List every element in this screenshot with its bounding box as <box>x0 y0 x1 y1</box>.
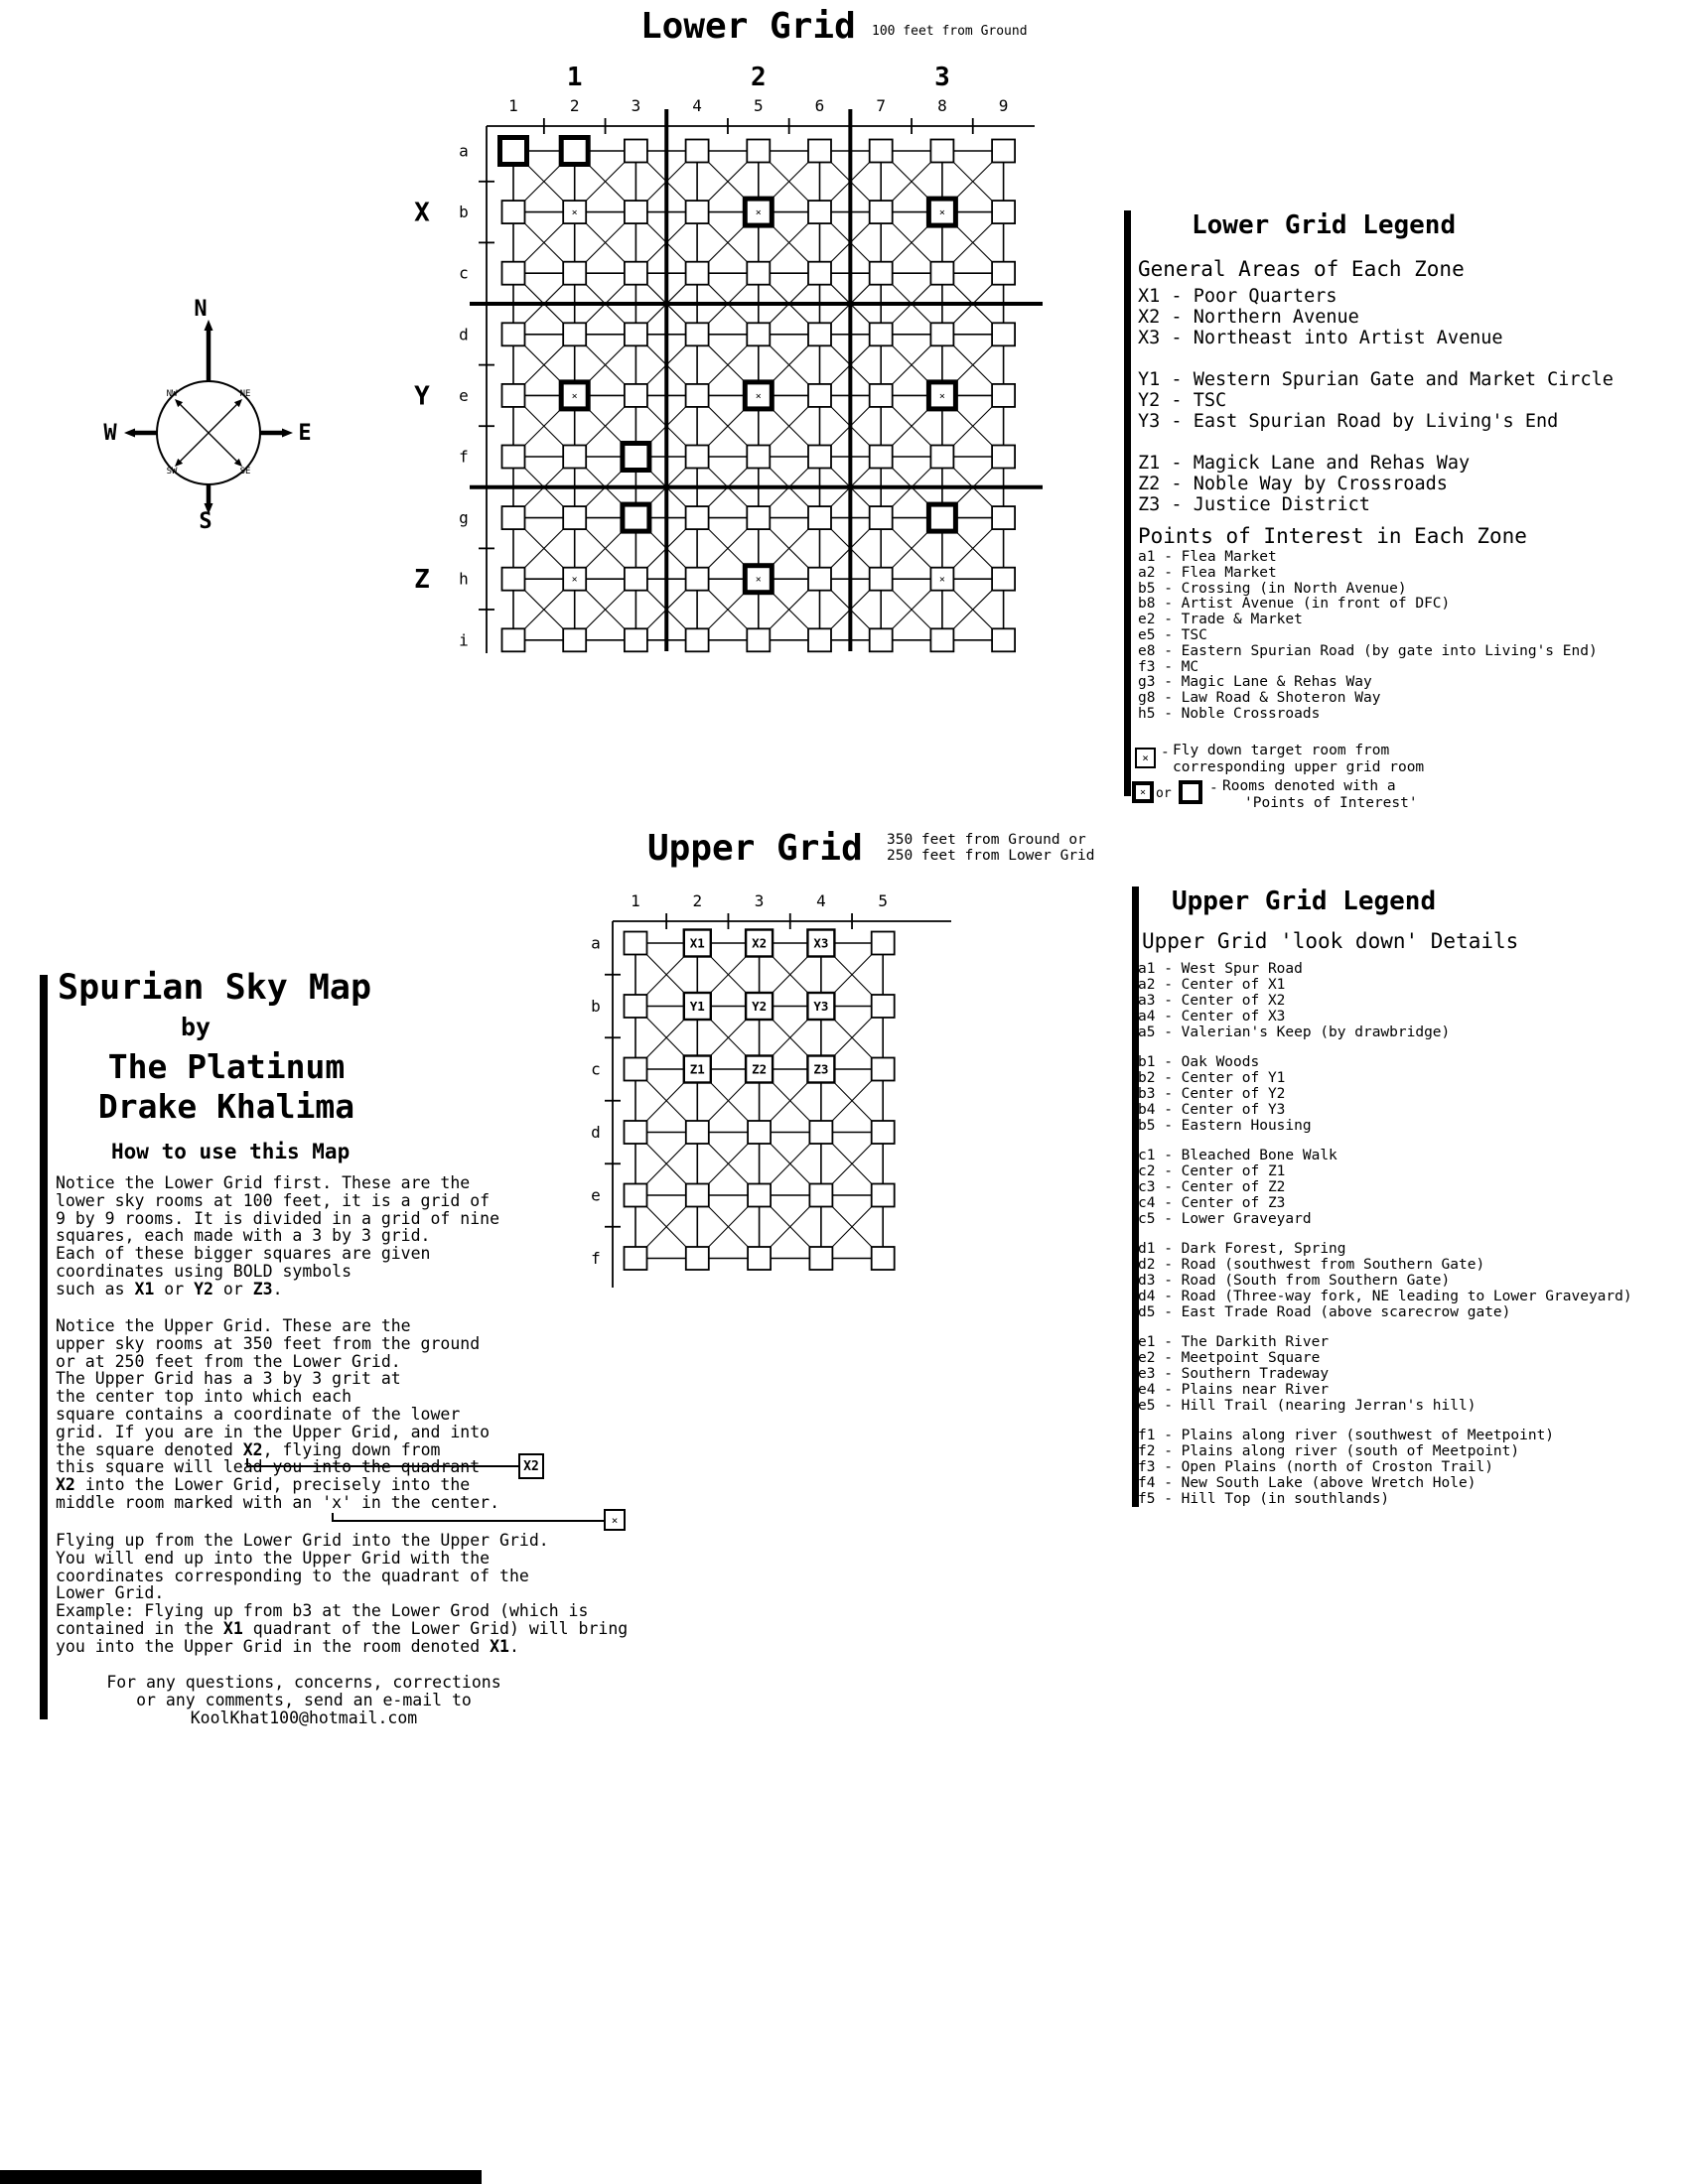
upper-legend-title: Upper Grid Legend <box>1172 887 1437 916</box>
legend-item: e1 - The Darkith River <box>1138 1334 1330 1350</box>
text-line: h5 - Noble Crossroads <box>1138 705 1321 722</box>
upper-room-label-Y1: Y1 <box>689 999 705 1014</box>
legend-item: X2 - Northern Avenue <box>1138 307 1359 328</box>
text-line: lower sky rooms at 100 feet, it is a grid of <box>56 1190 491 1210</box>
lower-col-label-6: 6 <box>814 96 825 115</box>
lower-room-d6 <box>808 323 831 345</box>
upper-room-c1 <box>625 1058 647 1081</box>
text-line: e8 - Eastern Spurian Road (by gate into Living's End) <box>1138 642 1598 659</box>
lower-col-label-1: 1 <box>508 96 518 115</box>
lower-room-i1 <box>502 628 525 651</box>
legend-item: Z3 - Justice District <box>1138 494 1370 515</box>
upper-room-d1 <box>625 1121 647 1144</box>
lower-col-label-4: 4 <box>692 96 702 115</box>
legend-item: f2 - Plains along river (south of Meetpoint) <box>1138 1443 1520 1459</box>
lower-room-f9 <box>992 446 1015 469</box>
lower-room-f1 <box>502 446 525 469</box>
upper-grid-title: Upper Grid <box>647 828 863 869</box>
text-line: Flying up from the Lower Grid into the Upper Grid. <box>56 1531 549 1550</box>
lower-room-c6 <box>808 262 831 285</box>
lower-room-e9 <box>992 384 1015 407</box>
lower-room-i9 <box>992 628 1015 651</box>
lower-room-f6 <box>808 446 831 469</box>
lower-rowgroup-X: X <box>414 198 430 228</box>
upper-room-f3 <box>748 1247 771 1270</box>
lower-room-d4 <box>686 323 709 345</box>
compass-label-north: N <box>194 297 208 322</box>
lower-room-c9 <box>992 262 1015 285</box>
upper-room-label-X2: X2 <box>752 935 768 951</box>
lower-room-h3 <box>625 568 647 591</box>
upper-room-label-Z1: Z1 <box>689 1061 705 1077</box>
legend-group <box>1138 1148 1632 1227</box>
legend-item: a4 - Center of X3 <box>1138 1009 1286 1024</box>
lower-room-x-h8: × <box>938 574 945 586</box>
callout-x-connector <box>332 1520 604 1522</box>
legend-item: e4 - Plains near River <box>1138 1382 1330 1398</box>
text-line: For any questions, concerns, corrections <box>106 1673 501 1692</box>
lower-room-e1 <box>502 384 525 407</box>
upper-row-label-c: c <box>591 1059 601 1079</box>
upper-room-f5 <box>872 1247 895 1270</box>
lower-room-f5 <box>747 446 770 469</box>
lower-room-a4 <box>686 140 709 163</box>
legend-item: e5 - Hill Trail (nearing Jerran's hill) <box>1138 1398 1477 1414</box>
text-line: this square will lead you into the quadrant <box>56 1457 481 1477</box>
lower-room-i7 <box>870 628 893 651</box>
lower-room-b7 <box>870 201 893 223</box>
lower-room-d9 <box>992 323 1015 345</box>
legend-item: f5 - Hill Top (in southlands) <box>1138 1491 1390 1507</box>
lower-room-i5 <box>747 628 770 651</box>
text-line: grid. If you are in the Upper Grid, and into <box>56 1422 491 1441</box>
lower-col-label-8: 8 <box>937 96 947 115</box>
lower-row-label-d: d <box>459 325 469 344</box>
text-line: The Platinum <box>107 1047 346 1086</box>
legend-item: c5 - Lower Graveyard <box>1138 1211 1312 1227</box>
legend-item: b2 - Center of Y1 <box>1138 1070 1286 1086</box>
upper-row-label-a: a <box>591 933 601 953</box>
legend-group <box>1138 1334 1632 1414</box>
lower-room-x-h2: × <box>571 574 578 586</box>
compass-label-northwest: NW <box>166 389 178 399</box>
lower-legend-zones-heading: General Areas of Each Zone <box>1138 257 1465 281</box>
upper-room-d3 <box>748 1121 771 1144</box>
upper-legend-subtitle: Upper Grid 'look down' Details <box>1142 929 1519 953</box>
upper-room-e5 <box>872 1184 895 1207</box>
text-line: coordinates using BOLD symbols <box>56 1261 352 1281</box>
lower-room-h9 <box>992 568 1015 591</box>
callout-x2-connector <box>246 1465 518 1467</box>
lower-room-b4 <box>686 201 709 223</box>
text-line: corresponding upper grid room <box>1173 758 1425 775</box>
upper-room-b5 <box>872 995 895 1018</box>
flydown-symbol-dash: - <box>1161 745 1170 760</box>
lower-colgroup-1: 1 <box>566 63 583 92</box>
lower-room-c2 <box>563 262 586 285</box>
legend-group <box>1138 286 1614 348</box>
info-bar <box>40 975 48 1719</box>
lower-room-i2 <box>563 628 586 651</box>
lower-room-x-e2: × <box>571 390 578 402</box>
lower-room-d7 <box>870 323 893 345</box>
lower-room-c5 <box>747 262 770 285</box>
upper-row-label-f: f <box>591 1249 601 1268</box>
lower-room-e3 <box>625 384 647 407</box>
upper-room-c5 <box>872 1058 895 1081</box>
flydown-symbol-x-mark: × <box>1142 751 1149 764</box>
lower-room-g3 <box>623 504 649 531</box>
lower-row-label-e: e <box>459 385 469 405</box>
legend-item: e2 - Meetpoint Square <box>1138 1350 1321 1366</box>
legend-item: d5 - East Trade Road (above scarecrow gate) <box>1138 1304 1511 1320</box>
legend-item: Y1 - Western Spurian Gate and Market Circle <box>1138 369 1614 390</box>
contact-footer <box>56 1674 552 1726</box>
upper-room-label-X1: X1 <box>689 935 705 951</box>
legend-item: X3 - Northeast into Artist Avenue <box>1138 328 1503 348</box>
lower-room-g7 <box>870 506 893 529</box>
compass-arrowhead <box>124 429 135 438</box>
upper-room-a5 <box>872 932 895 955</box>
lower-rowgroup-Z: Z <box>414 565 430 596</box>
text-line: such as X1 or Y2 or Z3. <box>56 1279 283 1298</box>
legend-item: f3 - Open Plains (north of Croston Trail) <box>1138 1459 1493 1475</box>
upper-row-label-d: d <box>591 1123 601 1142</box>
poi-symbol-or: or <box>1156 786 1172 801</box>
legend-item: f4 - New South Lake (above Wretch Hole) <box>1138 1475 1477 1491</box>
lower-room-c3 <box>625 262 647 285</box>
text-line: contained in the X1 quadrant of the Lower Grid) will bring <box>56 1618 629 1638</box>
map-title: Spurian Sky Map <box>58 968 372 1008</box>
legend-item: Y3 - East Spurian Road by Living's End <box>1138 411 1559 432</box>
legend-item: X1 - Poor Quarters <box>1138 286 1337 307</box>
callout-x2-box <box>518 1453 544 1479</box>
lower-row-label-f: f <box>459 447 469 467</box>
lower-room-f4 <box>686 446 709 469</box>
legend-group <box>1138 453 1614 515</box>
text-line: 'Points of Interest' <box>1244 794 1418 811</box>
lower-room-a5 <box>747 140 770 163</box>
text-line: upper sky rooms at 350 feet from the ground <box>56 1333 481 1353</box>
lower-room-e7 <box>870 384 893 407</box>
legend-item: b3 - Center of Y2 <box>1138 1086 1286 1102</box>
text-line: a1 - Flea Market <box>1138 549 1277 565</box>
text-line: Example: Flying up from b3 at the Lower Grod (which is <box>56 1601 589 1621</box>
text-line: or at 250 feet from the Lower Grid. <box>56 1351 401 1371</box>
legend-item: d1 - Dark Forest, Spring <box>1138 1241 1346 1257</box>
legend-item: Y2 - TSC <box>1138 390 1227 411</box>
upper-room-d2 <box>686 1121 709 1144</box>
upper-col-label-3: 3 <box>754 891 765 910</box>
text-line: b8 - Artist Avenue (in front of DFC) <box>1138 596 1451 613</box>
lower-grid-title: Lower Grid <box>640 6 856 47</box>
lower-room-g1 <box>502 506 525 529</box>
lower-col-label-3: 3 <box>631 96 641 115</box>
legend-item: b5 - Eastern Housing <box>1138 1118 1312 1134</box>
lower-row-label-i: i <box>459 630 469 650</box>
lower-room-i6 <box>808 628 831 651</box>
upper-room-d5 <box>872 1121 895 1144</box>
text-line: 350 feet from Ground or <box>887 832 1086 848</box>
lower-room-x-b2: × <box>571 207 578 219</box>
lower-col-label-9: 9 <box>998 96 1009 115</box>
text-line: the square denoted X2, flying down from <box>56 1439 441 1459</box>
upper-room-d4 <box>809 1121 832 1144</box>
text-line: e2 - Trade & Market <box>1138 612 1303 628</box>
legend-item: e3 - Southern Tradeway <box>1138 1366 1330 1382</box>
lower-row-label-g: g <box>459 508 469 528</box>
howto-paragraph-3 <box>56 1532 628 1656</box>
text-line: 250 feet from Lower Grid <box>887 848 1095 864</box>
howto-heading: How to use this Map <box>111 1140 351 1163</box>
lower-room-h6 <box>808 568 831 591</box>
text-line: g3 - Magic Lane & Rehas Way <box>1138 674 1372 691</box>
howto-paragraph-1 <box>56 1174 499 1298</box>
lower-col-label-7: 7 <box>876 96 887 115</box>
lower-room-h4 <box>686 568 709 591</box>
lower-room-b9 <box>992 201 1015 223</box>
upper-grid-subtitle <box>887 832 1095 864</box>
map-byline: by <box>181 1013 211 1041</box>
lower-room-c4 <box>686 262 709 285</box>
text-line: The Upper Grid has a 3 by 3 grit at <box>56 1369 401 1389</box>
upper-room-e2 <box>686 1184 709 1207</box>
lower-room-g2 <box>563 506 586 529</box>
upper-legend-list <box>1138 961 1632 1521</box>
legend-item: d4 - Road (Three-way fork, NE leading to Lower Graveyard) <box>1138 1289 1632 1304</box>
lower-room-d5 <box>747 323 770 345</box>
legend-item: c4 - Center of Z3 <box>1138 1195 1286 1211</box>
lower-room-x-e8: × <box>938 390 945 402</box>
text-line: b5 - Crossing (in North Avenue) <box>1138 580 1407 597</box>
flydown-symbol-box <box>1135 748 1156 768</box>
lower-room-a9 <box>992 140 1015 163</box>
text-line: or any comments, send an e-mail to <box>136 1690 472 1709</box>
bottom-edge-bar <box>0 2170 482 2184</box>
compass-label-east: E <box>298 421 312 446</box>
legend-group <box>1138 1054 1632 1134</box>
upper-room-label-Z3: Z3 <box>813 1061 829 1077</box>
lower-room-i8 <box>930 628 953 651</box>
lower-row-label-b: b <box>459 203 469 222</box>
lower-legend-title: Lower Grid Legend <box>1192 210 1457 240</box>
lower-room-b1 <box>502 201 525 223</box>
lower-grid-map <box>407 50 1062 670</box>
lower-row-label-a: a <box>459 141 469 161</box>
lower-room-d3 <box>625 323 647 345</box>
text-line: the center top into which each <box>56 1387 352 1407</box>
lower-room-f2 <box>563 446 586 469</box>
lower-room-g8 <box>928 504 955 531</box>
lower-room-g9 <box>992 506 1015 529</box>
callout-x-label: × <box>611 1513 619 1527</box>
legend-item: b4 - Center of Y3 <box>1138 1102 1286 1118</box>
lower-col-label-5: 5 <box>753 96 764 115</box>
lower-room-c1 <box>502 262 525 285</box>
poi-symbol-note <box>1222 778 1418 811</box>
text-line: Notice the Upper Grid. These are the <box>56 1316 411 1335</box>
lower-colgroup-2: 2 <box>750 63 767 92</box>
lower-legend-zone-list <box>1138 286 1614 536</box>
lower-row-label-c: c <box>459 263 469 283</box>
legend-group <box>1138 1241 1632 1320</box>
lower-room-a6 <box>808 140 831 163</box>
lower-room-a7 <box>870 140 893 163</box>
poi-symbol-x-mark: × <box>1139 786 1147 798</box>
upper-col-label-2: 2 <box>692 891 703 910</box>
lower-room-f7 <box>870 446 893 469</box>
legend-item: a3 - Center of X2 <box>1138 993 1286 1009</box>
upper-col-label-1: 1 <box>631 891 640 910</box>
map-author <box>58 1047 395 1127</box>
lower-room-x-h5: × <box>755 574 762 586</box>
upper-room-label-Y3: Y3 <box>813 999 829 1014</box>
upper-room-e3 <box>748 1184 771 1207</box>
lower-room-f3 <box>623 444 649 471</box>
upper-row-label-b: b <box>591 997 601 1016</box>
compass-label-southeast: SE <box>239 467 251 477</box>
upper-room-b1 <box>625 995 647 1018</box>
upper-grid-map <box>571 879 988 1305</box>
compass-rose <box>84 268 333 566</box>
text-line: Lower Grid. <box>56 1583 165 1603</box>
legend-item: d3 - Road (South from Southern Gate) <box>1138 1273 1451 1289</box>
upper-col-label-4: 4 <box>816 891 826 910</box>
text-line: g8 - Law Road & Shoteron Way <box>1138 690 1381 707</box>
poi-symbol-box-plain <box>1179 780 1202 804</box>
lower-legend-poi-heading: Points of Interest in Each Zone <box>1138 524 1527 548</box>
upper-room-label-X3: X3 <box>813 935 829 951</box>
compass-label-northeast: NE <box>239 389 251 399</box>
text-line: You will end up into the Upper Grid with the <box>56 1548 491 1568</box>
legend-item: f1 - Plains along river (southwest of Meetpoint) <box>1138 1428 1555 1443</box>
upper-room-e1 <box>625 1184 647 1207</box>
upper-room-label-Y2: Y2 <box>752 999 768 1014</box>
lower-room-h7 <box>870 568 893 591</box>
poi-symbol-dash: - <box>1209 780 1218 796</box>
upper-room-f1 <box>625 1247 647 1270</box>
lower-col-label-2: 2 <box>569 96 580 115</box>
legend-item: Z2 - Noble Way by Crossroads <box>1138 474 1448 494</box>
lower-room-x-b5: × <box>755 207 762 219</box>
upper-room-e4 <box>809 1184 832 1207</box>
legend-group <box>1138 369 1614 432</box>
text-line: squares, each made with a 3 by 3 grid. <box>56 1226 431 1246</box>
lower-room-e6 <box>808 384 831 407</box>
lower-room-x-e5: × <box>755 390 762 402</box>
text-line: KoolKhat100@hotmail.com <box>190 1707 418 1727</box>
text-line: f3 - MC <box>1138 658 1199 675</box>
text-line: coordinates corresponding to the quadrant of the <box>56 1566 529 1585</box>
lower-room-i4 <box>686 628 709 651</box>
upper-room-f2 <box>686 1247 709 1270</box>
upper-room-f4 <box>809 1247 832 1270</box>
legend-group <box>1138 961 1632 1040</box>
flydown-symbol-note <box>1173 743 1424 775</box>
legend-item: c2 - Center of Z1 <box>1138 1163 1286 1179</box>
lower-room-x-b8: × <box>938 207 945 219</box>
lower-room-e4 <box>686 384 709 407</box>
lower-rowgroup-Y: Y <box>414 381 430 412</box>
legend-item: c3 - Center of Z2 <box>1138 1179 1286 1195</box>
text-line: square contains a coordinate of the lower <box>56 1404 461 1424</box>
lower-row-label-h: h <box>459 569 469 589</box>
lower-room-h1 <box>502 568 525 591</box>
lower-room-a8 <box>930 140 953 163</box>
lower-legend-bar <box>1124 210 1131 796</box>
lower-grid-subtitle: 100 feet from Ground <box>872 24 1028 39</box>
lower-room-a3 <box>625 140 647 163</box>
upper-row-label-e: e <box>591 1185 601 1205</box>
legend-item: a2 - Center of X1 <box>1138 977 1286 993</box>
lower-room-g6 <box>808 506 831 529</box>
legend-item: b1 - Oak Woods <box>1138 1054 1260 1070</box>
legend-item: c1 - Bleached Bone Walk <box>1138 1148 1337 1163</box>
lower-room-c8 <box>930 262 953 285</box>
compass-label-south: S <box>199 509 212 534</box>
lower-room-a2 <box>561 138 588 165</box>
lower-room-b3 <box>625 201 647 223</box>
text-line: Each of these bigger squares are given <box>56 1244 431 1264</box>
text-line: Drake Khalima <box>97 1087 355 1126</box>
lower-room-b6 <box>808 201 831 223</box>
upper-room-label-Z2: Z2 <box>752 1061 768 1077</box>
legend-item: a1 - West Spur Road <box>1138 961 1303 977</box>
compass-label-southwest: SW <box>166 467 178 477</box>
lower-legend-poi-list <box>1138 550 1598 723</box>
legend-item: d2 - Road (southwest from Southern Gate) <box>1138 1257 1485 1273</box>
callout-x2-label: X2 <box>523 1458 539 1474</box>
upper-room-a1 <box>625 932 647 955</box>
legend-item: a5 - Valerian's Keep (by drawbridge) <box>1138 1024 1451 1040</box>
legend-item: Z1 - Magick Lane and Rehas Way <box>1138 453 1471 474</box>
text-line: middle room marked with an 'x' in the center. <box>56 1492 500 1512</box>
lower-room-a1 <box>500 138 527 165</box>
howto-paragraph-2 <box>56 1317 499 1512</box>
lower-room-g5 <box>747 506 770 529</box>
text-line: a2 - Flea Market <box>1138 564 1277 581</box>
lower-room-d2 <box>563 323 586 345</box>
poi-symbol-box-x <box>1132 781 1154 803</box>
lower-room-i3 <box>625 628 647 651</box>
lower-room-d1 <box>502 323 525 345</box>
text-line: Notice the Lower Grid first. These are the <box>56 1173 471 1192</box>
lower-colgroup-3: 3 <box>934 63 950 92</box>
compass-label-west: W <box>103 421 117 446</box>
text-line: e5 - TSC <box>1138 626 1207 643</box>
lower-room-f8 <box>930 446 953 469</box>
text-line: you into the Upper Grid in the room denoted X1. <box>56 1636 519 1656</box>
text-line: Fly down target room from <box>1173 743 1390 758</box>
lower-room-g4 <box>686 506 709 529</box>
lower-room-d8 <box>930 323 953 345</box>
callout-x-box <box>604 1509 626 1531</box>
text-line: 9 by 9 rooms. It is divided in a grid of nine <box>56 1208 500 1228</box>
text-line: X2 into the Lower Grid, precisely into the <box>56 1475 471 1495</box>
upper-col-label-5: 5 <box>878 891 889 910</box>
lower-room-c7 <box>870 262 893 285</box>
compass-arrowhead <box>282 429 293 438</box>
text-line: Rooms denoted with a <box>1222 778 1396 794</box>
legend-group <box>1138 1428 1632 1507</box>
